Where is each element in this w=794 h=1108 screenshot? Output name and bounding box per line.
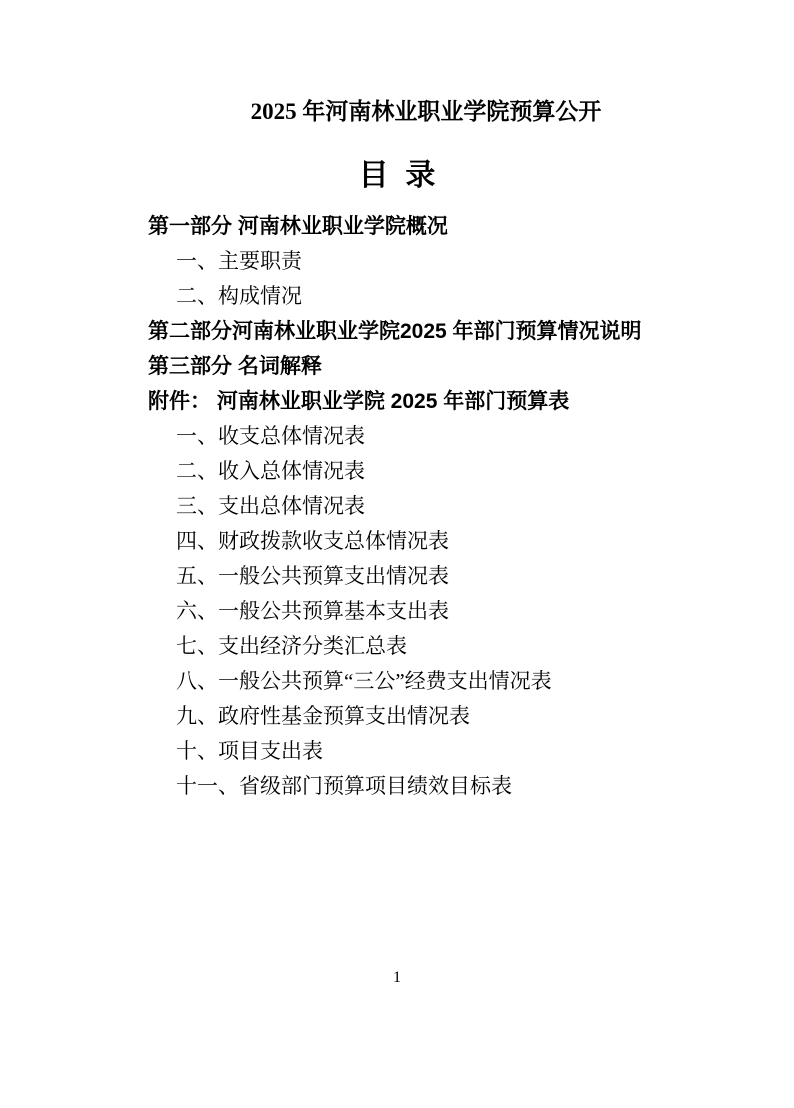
toc-entry: 十一、省级部门预算项目绩效目标表 xyxy=(176,774,512,798)
toc-list xyxy=(0,209,794,804)
toc-heading: 目 录 xyxy=(358,159,436,192)
toc-entry: 第一部分 河南林业职业学院概况 xyxy=(148,215,448,238)
toc-entry: 九、政府性基金预算支出情况表 xyxy=(176,704,470,728)
toc-entry: 四、财政拨款收支总体情况表 xyxy=(176,529,449,553)
toc-entry: 八、一般公共预算“三公”经费支出情况表 xyxy=(176,669,552,693)
toc-entry: 二、收入总体情况表 xyxy=(176,459,365,483)
toc-entry: 附件： 河南林业职业学院 2025 年部门预算表 xyxy=(148,390,570,413)
toc-entry: 第二部分河南林业职业学院2025 年部门预算情况说明 xyxy=(148,320,642,343)
toc-entry: 一、主要职责 xyxy=(176,249,302,273)
document-title: 2025 年河南林业职业学院预算公开 xyxy=(250,99,602,124)
toc-entry: 五、一般公共预算支出情况表 xyxy=(176,564,449,588)
page-number: 1 xyxy=(393,969,401,986)
toc-entry: 六、一般公共预算基本支出表 xyxy=(176,599,449,623)
toc-entry: 一、收支总体情况表 xyxy=(176,424,365,448)
toc-entry: 十、项目支出表 xyxy=(176,739,323,763)
toc-entry: 二、构成情况 xyxy=(176,284,302,308)
toc-entry: 七、支出经济分类汇总表 xyxy=(176,634,407,658)
toc-entry: 三、支出总体情况表 xyxy=(176,494,365,518)
toc-entry: 第三部分 名词解释 xyxy=(148,355,322,378)
